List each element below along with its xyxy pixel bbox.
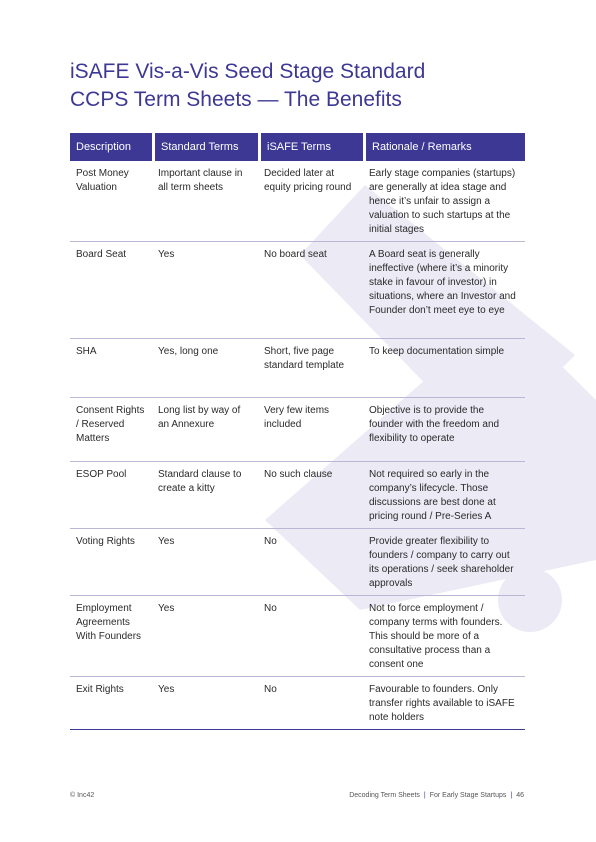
- cell-standard: Yes: [152, 596, 258, 677]
- page-title-line2: CCPS Term Sheets — The Benefits: [70, 88, 402, 111]
- cell-rationale: Not required so early in the company’s lifecycle. Those discussions are best done at pricing round / Pre-Series A: [363, 462, 525, 529]
- cell-standard: Yes, long one: [152, 339, 258, 398]
- table-row: [70, 677, 525, 730]
- cell-description: Board Seat: [70, 242, 152, 339]
- table-row: [70, 242, 525, 339]
- cell-standard: Yes: [152, 242, 258, 339]
- footer-copyright: © Inc42: [70, 792, 95, 799]
- cell-isafe: Short, five page standard template: [258, 339, 363, 398]
- cell-standard: Important clause in all term sheets: [152, 161, 258, 242]
- cell-isafe: No such clause: [258, 462, 363, 529]
- cell-rationale: Favourable to founders. Only transfer rights available to iSAFE note holders: [363, 677, 525, 730]
- page-title: [70, 58, 540, 114]
- header-isafe-terms: iSAFE Terms: [258, 133, 363, 161]
- cell-description: Employment Agreements With Founders: [70, 596, 152, 677]
- cell-rationale: Early stage companies (startups) are generally at idea stage and hence it’s unfair to assign a valuation to such startups at the initial stages: [363, 161, 525, 242]
- cell-standard: Long list by way of an Annexure: [152, 398, 258, 462]
- header-standard-terms: Standard Terms: [152, 133, 258, 161]
- header-rationale: Rationale / Remarks: [363, 133, 525, 161]
- cell-description: Post Money Valuation: [70, 161, 152, 242]
- terms-comparison-table: [70, 133, 525, 730]
- cell-isafe: Decided later at equity pricing round: [258, 161, 363, 242]
- cell-isafe: No board seat: [258, 242, 363, 339]
- footer-subtitle: For Early Stage Startups: [429, 792, 507, 799]
- cell-rationale: A Board seat is generally ineffective (where it’s a minority stake in favour of investor) in situations, where an Investor and Founder don’t meet eye to eye: [363, 242, 525, 339]
- table-header-row: [70, 133, 525, 161]
- cell-standard: Standard clause to create a kitty: [152, 462, 258, 529]
- footer-separator: |: [423, 792, 426, 799]
- table-row: [70, 339, 525, 398]
- cell-isafe: No: [258, 529, 363, 596]
- page-title-line1: iSAFE Vis-a-Vis Seed Stage Standard: [70, 60, 426, 83]
- cell-isafe: No: [258, 596, 363, 677]
- background-circle-right: [522, 382, 596, 458]
- cell-description: SHA: [70, 339, 152, 398]
- cell-description: Voting Rights: [70, 529, 152, 596]
- table-row: [70, 529, 525, 596]
- cell-isafe: Very few items included: [258, 398, 363, 462]
- cell-rationale: Objective is to provide the founder with the freedom and flexibility to operate: [363, 398, 525, 462]
- cell-rationale: Not to force employment / company terms with founders. This should be more of a consultative process than a consent one: [363, 596, 525, 677]
- footer-page-number: 46: [516, 792, 524, 799]
- header-description: Description: [70, 133, 152, 161]
- table-row: [70, 596, 525, 677]
- cell-isafe: No: [258, 677, 363, 730]
- cell-description: Exit Rights: [70, 677, 152, 730]
- table-row: [70, 398, 525, 462]
- table-row: [70, 161, 525, 242]
- cell-description: ESOP Pool: [70, 462, 152, 529]
- footer-separator: |: [510, 792, 513, 799]
- cell-rationale: To keep documentation simple: [363, 339, 525, 398]
- cell-description: Consent Rights / Reserved Matters: [70, 398, 152, 462]
- cell-standard: Yes: [152, 677, 258, 730]
- cell-rationale: Provide greater flexibility to founders / company to carry out its operations / seek shareholder approvals: [363, 529, 525, 596]
- footer-book-title: Decoding Term Sheets: [349, 792, 420, 799]
- cell-standard: Yes: [152, 529, 258, 596]
- table-row: [70, 462, 525, 529]
- footer-book-info: [349, 792, 524, 799]
